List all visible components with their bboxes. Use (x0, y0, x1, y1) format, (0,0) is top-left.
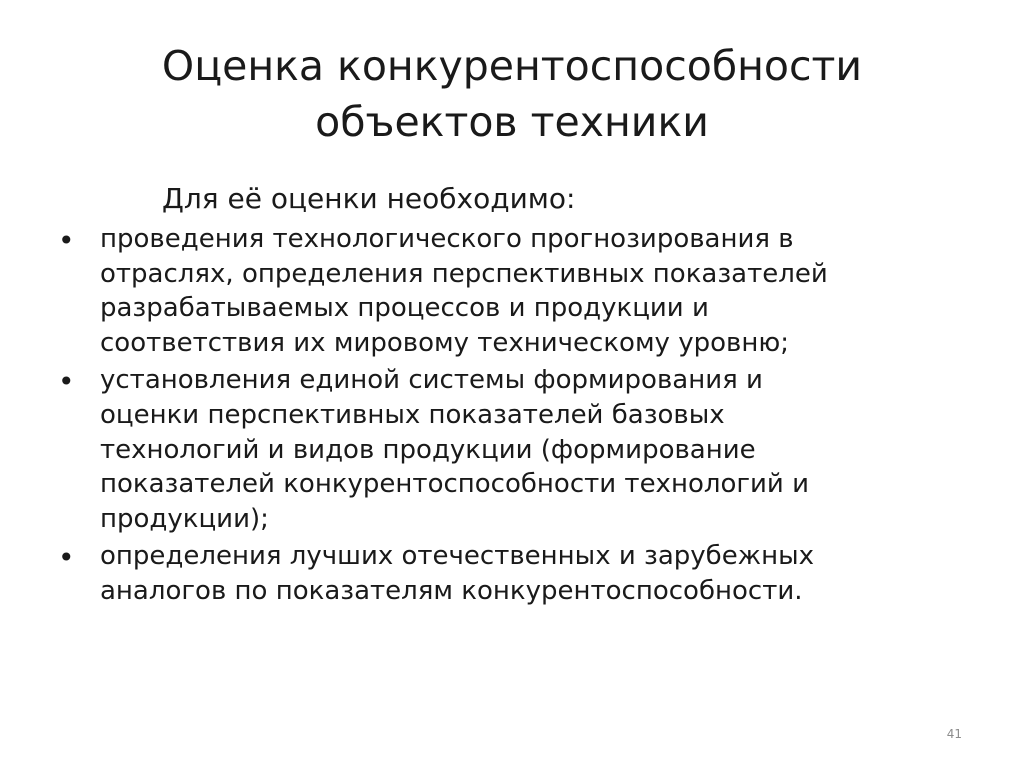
bullet-marker: • (58, 224, 75, 257)
slide-title (0, 38, 1024, 150)
bullet-item (58, 539, 988, 608)
bullet-line: технологий и видов продукции (формирование (100, 434, 756, 465)
bullet-line: аналогов по показателям конкурентоспособности. (100, 575, 803, 606)
bullet-line: показателей конкурентоспособности технологий и (100, 469, 809, 500)
bullet-line: отраслях, определения перспективных показателей (100, 258, 828, 289)
bullet-marker: • (58, 365, 75, 399)
intro-text: Для её оценки необходимо: (162, 182, 576, 215)
bullet-list (58, 222, 988, 612)
bullet-line: проведения технологического прогнозирования в (100, 224, 794, 254)
bullet-item (58, 363, 988, 536)
bullet-line: установления единой системы формирования и (100, 365, 763, 396)
bullet-line: соответствия их мировому техническому уровню; (100, 327, 789, 358)
bullet-item (58, 222, 988, 360)
bullet-text (100, 539, 988, 608)
bullet-line: оценки перспективных показателей базовых (100, 399, 725, 430)
bullet-text (100, 363, 988, 536)
slide-number: 41 (946, 727, 962, 741)
bullet-marker: • (58, 541, 75, 575)
bullet-line: разрабатываемых процессов и продукции и (100, 293, 709, 324)
slide-title-line: Оценка конкурентоспособности (161, 42, 863, 90)
bullet-line: определения лучших отечественных и зарубежных (100, 541, 815, 572)
bullet-text (100, 222, 988, 360)
bullet-line: продукции); (100, 503, 269, 534)
slide-title-line: объектов техники (315, 98, 709, 146)
